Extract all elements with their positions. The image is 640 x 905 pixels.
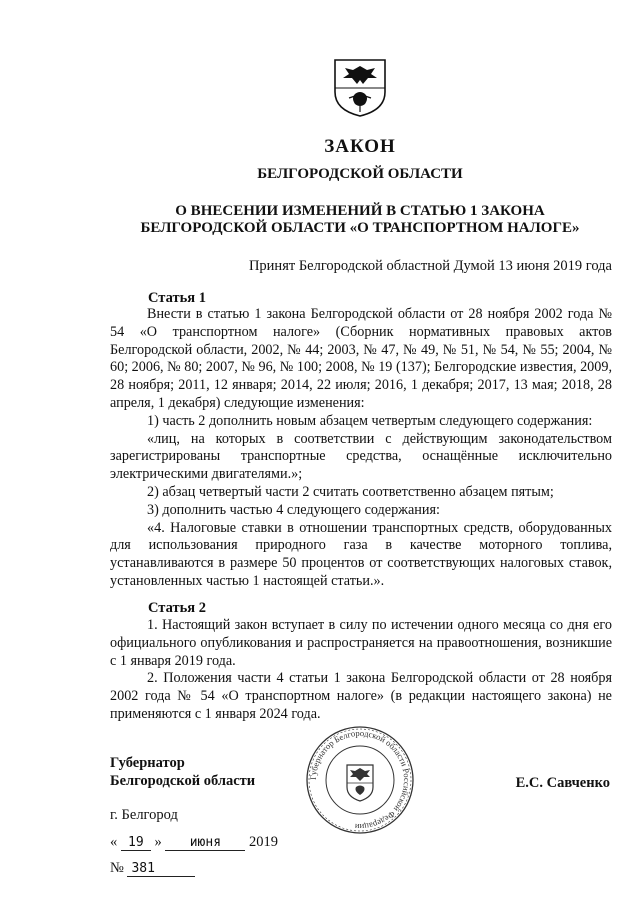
article-1-paragraph: 2) абзац четвертый части 2 считать соответственно абзацем пятым; [147, 483, 554, 500]
article-1-paragraph: Внести в статью 1 закона Белгородской области от 28 ноября 2002 года № 54 «О транспортном налоге» (Сборник нормативных правовых актов Белгородской области, 2002, № 44; 2003, № 47, № 49, № 51, № 54, № 55; 2004, № 60; 2006, № 80; 2007, № 96, № 100; 2008, № 19 (137); Белгородские известия, 2009, 28 ноября; 2011, 12 января; 2014, 22 июля; 2016, 1 декабря; 2017, 13 мая; 2018, 28 апреля, 1 декабря) следующие изменения: [110, 306, 612, 411]
article-1-paragraph: «4. Налоговые ставки в отношении транспортных средств, оборудованных для использования природного газа в качестве моторного топлива, устанавливаются в размере 50 процентов от соответствующих налоговых ставок, установленных частью 1 настоящей статьи.». [110, 519, 612, 589]
law-subject-line-1: О ВНЕСЕНИИ ИЗМЕНЕНИЙ В СТАТЬЮ 1 ЗАКОНА [175, 203, 545, 219]
date-year: 2019 [249, 834, 278, 850]
law-subject-line-2: БЕЛГОРОДСКОЙ ОБЛАСТИ «О ТРАНСПОРТНОМ НАЛОГЕ» [140, 220, 580, 236]
date-open-quote: « [110, 834, 118, 850]
coat-of-arms-icon [333, 58, 387, 118]
signatory-title-line-1: Губернатор [110, 755, 185, 771]
official-seal-icon [305, 725, 415, 835]
article-2-body [110, 617, 612, 724]
article-1-body [110, 306, 612, 591]
article-2-title: Статья 2 [148, 600, 206, 616]
article-1-paragraph: 3) дополнить частью 4 следующего содержания: [147, 501, 440, 518]
seal-text: Губернатор Белгородской области Российской Федерации [307, 727, 413, 833]
article-2-paragraph: 1. Настоящий закон вступает в силу по истечении одного месяца со дня его официального опубликования и распространяется на правоотношения, возникшие с 1 января 2019 года. [110, 617, 612, 669]
law-title: ЗАКОН [324, 136, 396, 157]
date-day: 19 [121, 835, 151, 851]
signing-city: г. Белгород [110, 807, 178, 823]
article-1-paragraph: «лиц, на которых в соответствии с действующим законодательством зарегистрированы транспортные средства, оснащённые исключительно электрическими двигателями.»; [110, 430, 612, 483]
law-number [110, 860, 195, 877]
law-region: БЕЛГОРОДСКОЙ ОБЛАСТИ [257, 166, 463, 182]
article-1-title: Статья 1 [148, 290, 206, 306]
number-prefix: № [110, 860, 124, 876]
article-2-paragraph: 2. Положения части 4 статьи 1 закона Белгородской области от 28 ноября 2002 года № 54 «О транспортном налоге» (в редакции настоящего закона) не применяются с 1 января 2024 года. [110, 670, 612, 722]
adoption-note: Принят Белгородской областной Думой 13 июня 2019 года [248, 258, 612, 274]
date-close-quote: » [154, 834, 162, 850]
number-value: 381 [127, 861, 195, 877]
signatory-title-line-2: Белгородской области [110, 773, 256, 789]
article-1-paragraph: 1) часть 2 дополнить новым абзацем четвертым следующего содержания: [147, 412, 593, 429]
signing-date [110, 834, 278, 851]
date-month: июня [165, 835, 245, 851]
signatory-name: Е.С. Савченко [515, 775, 610, 791]
